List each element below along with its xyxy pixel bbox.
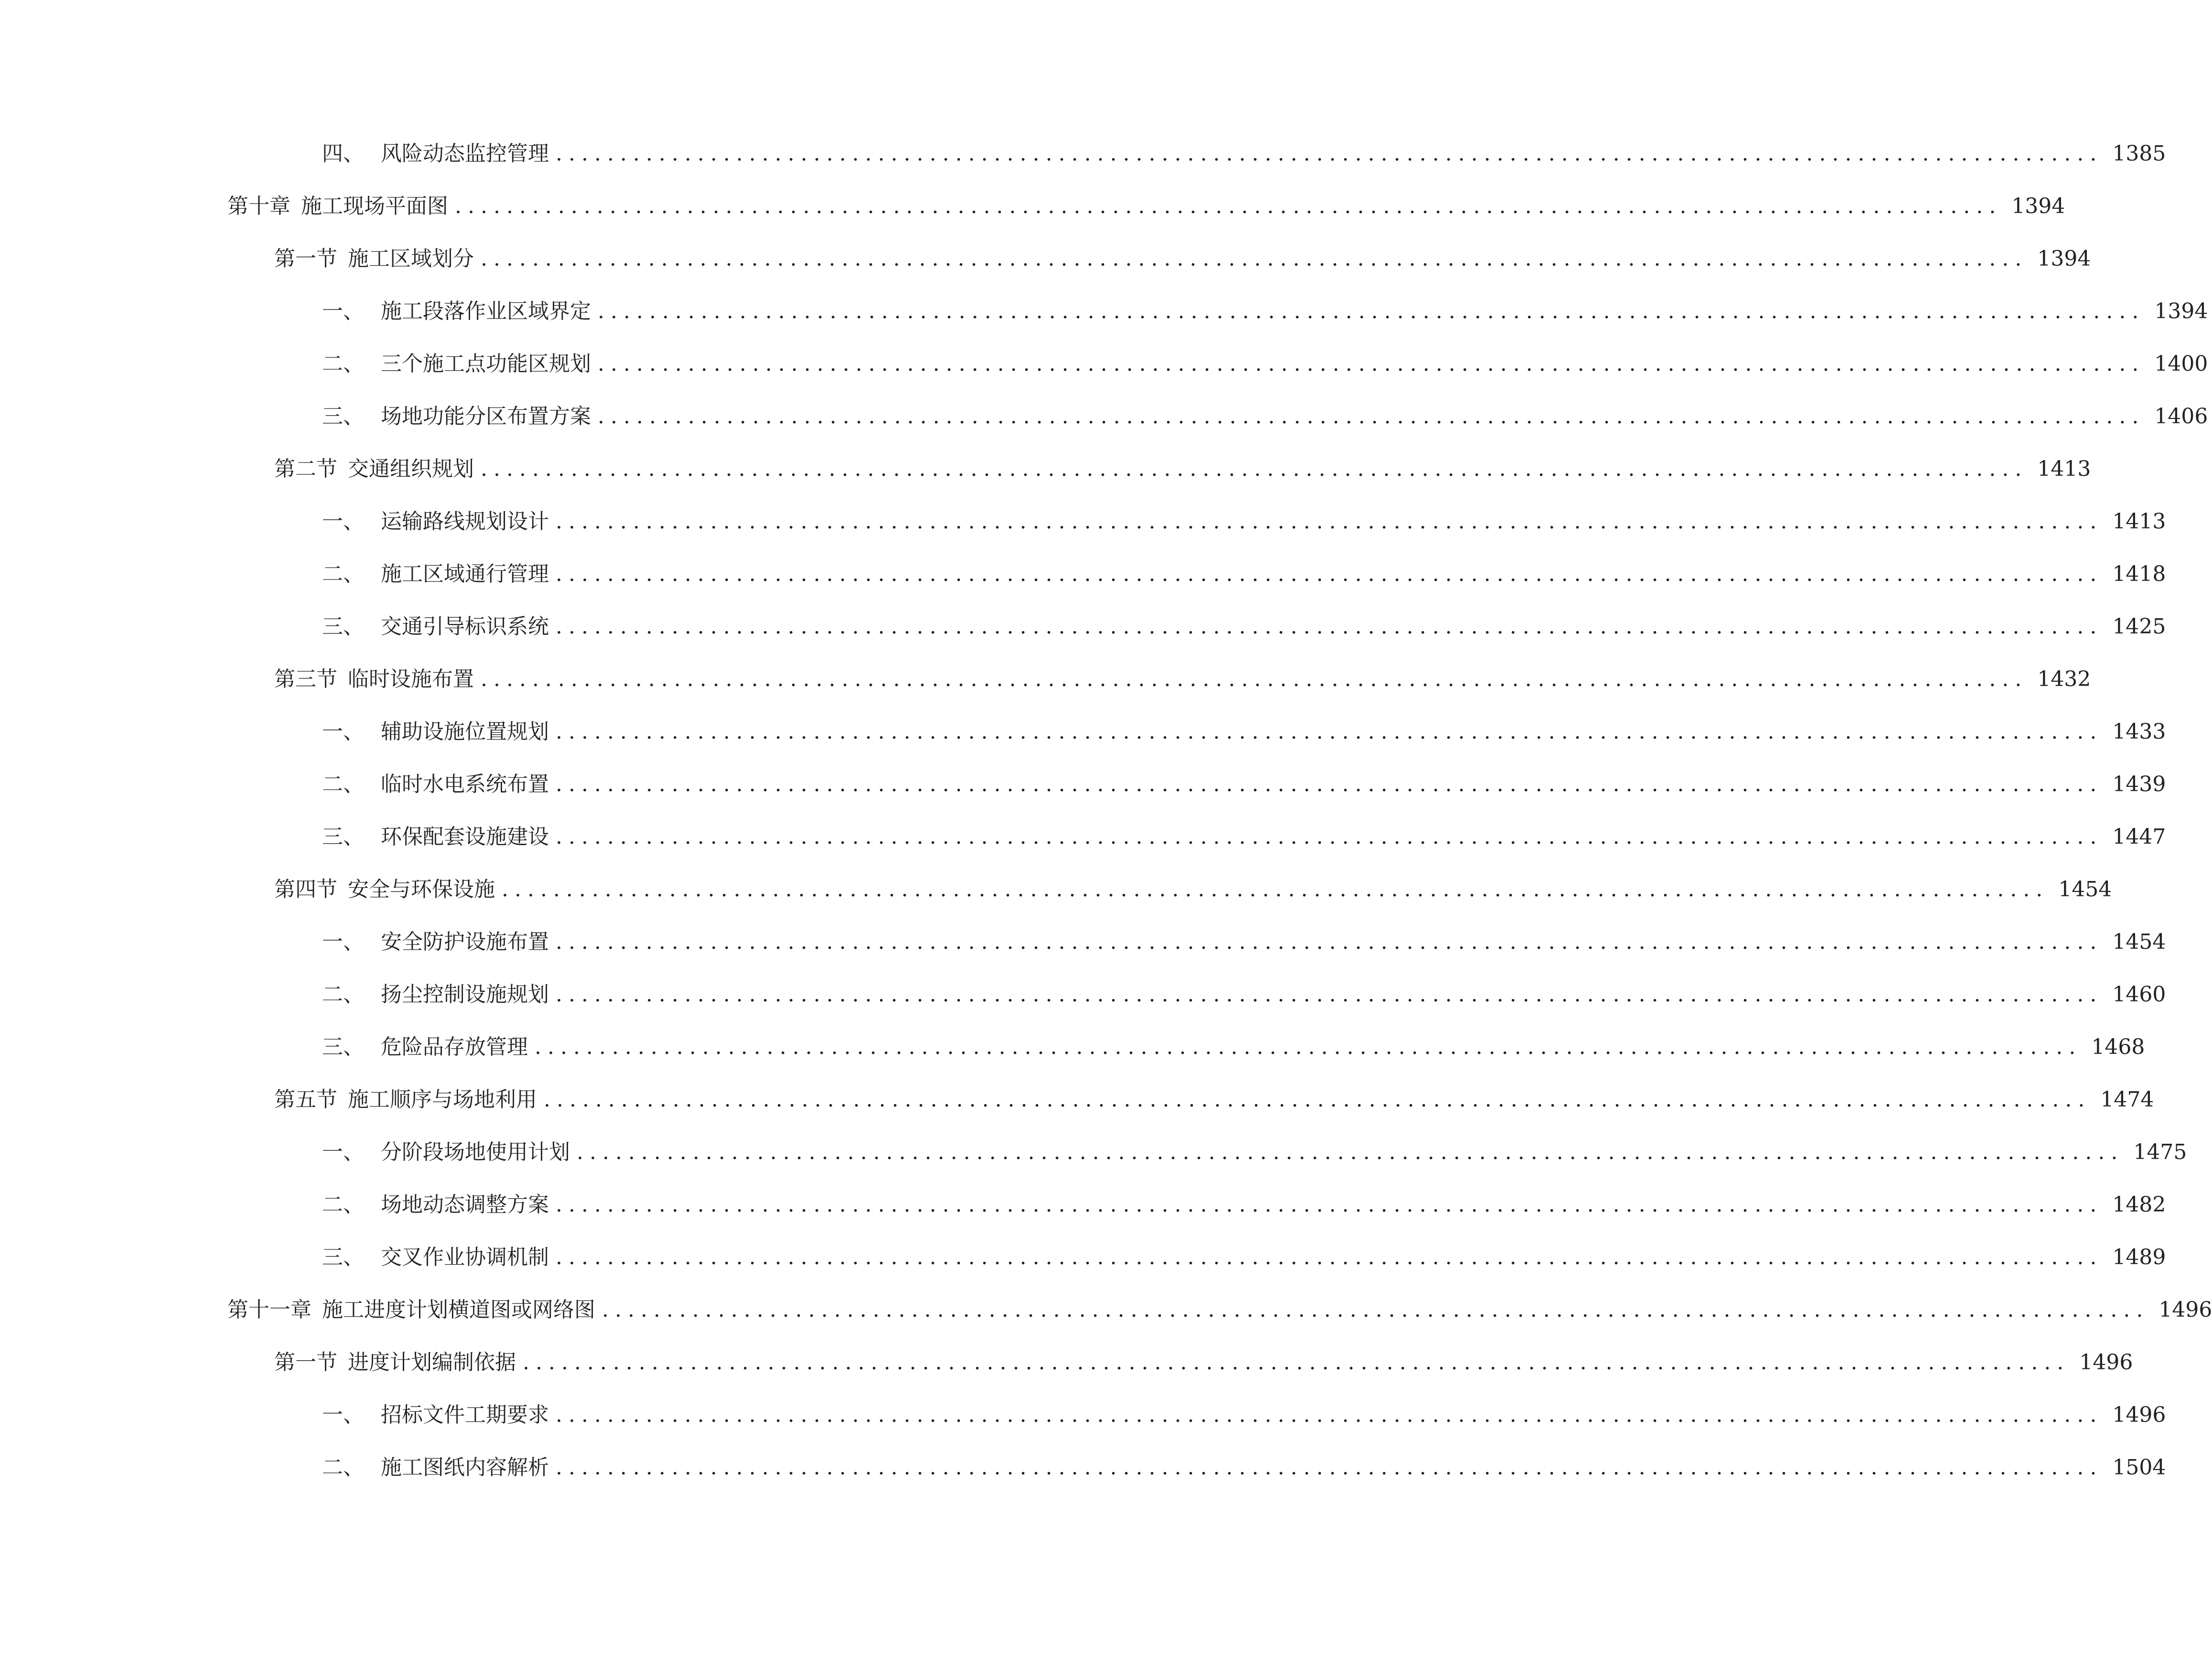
dot-leader: ........................................................................................................................: [598, 404, 2145, 429]
toc-entry-title: 运输路线规划设计: [381, 509, 549, 534]
dot-leader: ........................................................................................................................: [556, 562, 2103, 586]
dot-leader: ........................................................................................................................: [481, 247, 2028, 271]
toc-entry-title: 施工图纸内容解析: [381, 1455, 549, 1480]
toc-entry-text: [322, 1186, 549, 1224]
dot-leader: ........................................................................................................................: [556, 720, 2103, 744]
toc-entry[interactable]: [322, 765, 2166, 804]
toc-entry-page-number: 1454: [2058, 877, 2112, 902]
dot-leader: ........................................................................................................................: [502, 877, 2049, 902]
toc-entry-text: [322, 503, 549, 541]
toc-entry-text: [274, 240, 474, 278]
toc-entry[interactable]: [274, 1081, 2154, 1119]
toc-entry-title: 施工顺序与场地利用: [348, 1087, 537, 1112]
toc-entry-number: 三、: [322, 1245, 364, 1269]
toc-entry-number: 二、: [322, 982, 364, 1007]
toc-entry-number: 第一节: [274, 247, 337, 271]
toc-entry-page-number: 1475: [2133, 1140, 2187, 1164]
toc-entry-page-number: 1496: [2112, 1403, 2166, 1427]
toc-entry-title: 场地功能分区布置方案: [381, 404, 591, 429]
toc-entry-text: [322, 1133, 570, 1171]
dot-leader: ........................................................................................................................: [556, 1455, 2103, 1480]
toc-entry-page-number: 1504: [2112, 1455, 2166, 1480]
toc-entry-page-number: 1413: [2037, 457, 2091, 481]
toc-entry-number: 一、: [322, 720, 364, 744]
toc-entry-title: 临时水电系统布置: [381, 772, 549, 796]
dot-leader: ........................................................................................................................: [523, 1350, 2070, 1375]
dot-leader: ........................................................................................................................: [556, 930, 2103, 954]
toc-entry-title: 临时设施布置: [348, 667, 474, 691]
toc-entry-page-number: 1439: [2112, 772, 2166, 796]
toc-entry-text: [227, 187, 448, 226]
toc-entry-text: [322, 135, 549, 173]
toc-entry-title: 进度计划编制依据: [348, 1350, 516, 1375]
toc-entry-number: 二、: [322, 562, 364, 586]
toc-entry-number: 一、: [322, 1140, 364, 1164]
dot-leader: ........................................................................................................................: [481, 667, 2028, 691]
dot-leader: ........................................................................................................................: [556, 141, 2103, 166]
toc-entry-title: 交叉作业协调机制: [381, 1245, 549, 1269]
toc-entry[interactable]: [322, 713, 2166, 751]
toc-entry[interactable]: [322, 1238, 2166, 1277]
toc-entry-text: [322, 1238, 549, 1277]
dot-leader: ........................................................................................................................: [577, 1140, 2124, 1164]
dot-leader: ........................................................................................................................: [455, 194, 2002, 218]
toc-entry-number: 三、: [322, 404, 364, 429]
toc-entry-text: [322, 345, 591, 383]
toc-entry[interactable]: [274, 240, 2091, 278]
toc-entry-page-number: 1432: [2037, 667, 2091, 691]
toc-entry-page-number: 1400: [2154, 352, 2208, 376]
toc-entry-number: 二、: [322, 352, 364, 376]
toc-entry-number: 第四节: [274, 877, 337, 902]
toc-entry-page-number: 1454: [2112, 930, 2166, 954]
toc-entry-title: 风险动态监控管理: [381, 141, 549, 166]
toc-entry-text: [274, 1081, 537, 1119]
toc-entry[interactable]: [227, 187, 2065, 226]
toc-entry-number: 三、: [322, 614, 364, 639]
toc-entry-page-number: 1474: [2100, 1087, 2154, 1112]
toc-entry-text: [274, 660, 474, 698]
toc-entry-title: 施工段落作业区域界定: [381, 299, 591, 323]
toc-entry-text: [322, 976, 549, 1014]
toc-entry[interactable]: [227, 1291, 2212, 1329]
toc-entry-page-number: 1433: [2112, 720, 2166, 744]
toc-entry-number: 二、: [322, 1193, 364, 1217]
toc-entry-text: [322, 608, 549, 646]
toc-entry[interactable]: [322, 818, 2166, 856]
toc-entry-number: 四、: [322, 141, 364, 166]
toc-entry-text: [322, 818, 549, 856]
dot-leader: ........................................................................................................................: [556, 1403, 2103, 1427]
toc-entry-text: [322, 1449, 549, 1487]
toc-entry-title: 交通引导标识系统: [381, 614, 549, 639]
toc-entry[interactable]: [322, 1028, 2145, 1066]
toc-entry-page-number: 1418: [2112, 562, 2166, 586]
toc-entry-text: [322, 292, 591, 331]
toc-entry-title: 招标文件工期要求: [381, 1403, 549, 1427]
toc-entry-title: 施工区域划分: [348, 247, 474, 271]
toc-entry-number: 一、: [322, 299, 364, 323]
toc-entry[interactable]: [322, 555, 2166, 593]
toc-entry[interactable]: [274, 870, 2112, 909]
toc-entry-number: 一、: [322, 1403, 364, 1427]
toc-entry-title: 辅助设施位置规划: [381, 720, 549, 744]
toc-entry-number: 第三节: [274, 667, 337, 691]
toc-entry-page-number: 1496: [2158, 1298, 2212, 1322]
toc-entry-text: [322, 555, 549, 593]
toc-entry-page-number: 1489: [2112, 1245, 2166, 1269]
toc-entry-number: 第五节: [274, 1087, 337, 1112]
dot-leader: ........................................................................................................................: [556, 772, 2103, 796]
toc-entry-number: 三、: [322, 1035, 364, 1059]
toc-entry-page-number: 1394: [2011, 194, 2065, 218]
dot-leader: ........................................................................................................................: [556, 509, 2103, 534]
dot-leader: ........................................................................................................................: [556, 982, 2103, 1007]
toc-entry[interactable]: [322, 1449, 2166, 1487]
toc-entry-page-number: 1406: [2154, 404, 2208, 429]
toc-entry[interactable]: [274, 1343, 2133, 1382]
toc-entry-page-number: 1394: [2037, 247, 2091, 271]
toc-entry-title: 施工现场平面图: [301, 194, 448, 218]
toc-entry-number: 第十章: [227, 194, 290, 218]
toc-entry-text: [322, 398, 591, 436]
toc-entry-text: [227, 1291, 595, 1329]
toc-entry-page-number: 1460: [2112, 982, 2166, 1007]
toc-entry-text: [322, 713, 549, 751]
toc-entry[interactable]: [322, 1186, 2166, 1224]
dot-leader: ........................................................................................................................: [535, 1035, 2082, 1059]
toc-entry[interactable]: [322, 1133, 2187, 1171]
toc-entry-page-number: 1447: [2112, 825, 2166, 849]
toc-entry-number: 三、: [322, 825, 364, 849]
toc-entry-page-number: 1468: [2091, 1035, 2145, 1059]
toc-entry[interactable]: [322, 345, 2208, 383]
toc-entry[interactable]: [322, 608, 2166, 646]
toc-entry[interactable]: [322, 976, 2166, 1014]
dot-leader: ........................................................................................................................: [544, 1087, 2091, 1112]
toc-entry[interactable]: [322, 1396, 2166, 1434]
toc-entry-title: 扬尘控制设施规划: [381, 982, 549, 1007]
toc-entry-page-number: 1413: [2112, 509, 2166, 534]
dot-leader: ........................................................................................................................: [556, 1193, 2103, 1217]
toc-entry-text: [322, 765, 549, 804]
toc-entry-title: 三个施工点功能区规划: [381, 352, 591, 376]
toc-entry-title: 危险品存放管理: [381, 1035, 528, 1059]
dot-leader: ........................................................................................................................: [481, 457, 2028, 481]
toc-entry-number: 一、: [322, 509, 364, 534]
toc-entry-page-number: 1385: [2112, 141, 2166, 166]
toc-entry-page-number: 1425: [2112, 614, 2166, 639]
toc-entry[interactable]: [322, 503, 2166, 541]
dot-leader: ........................................................................................................................: [598, 299, 2145, 323]
toc-entry-text: [274, 870, 495, 909]
toc-entry-number: 二、: [322, 1455, 364, 1480]
toc-entry-title: 安全防护设施布置: [381, 930, 549, 954]
toc-entry-title: 施工进度计划横道图或网络图: [322, 1298, 595, 1322]
toc-entry-number: 二、: [322, 772, 364, 796]
dot-leader: ........................................................................................................................: [602, 1298, 2149, 1322]
toc-entry-text: [322, 1396, 549, 1434]
toc-entry-title: 环保配套设施建设: [381, 825, 549, 849]
toc-entry[interactable]: [322, 923, 2166, 961]
toc-entry[interactable]: [274, 660, 2091, 698]
toc-entry-number: 第十一章: [227, 1298, 311, 1322]
toc-entry[interactable]: [322, 398, 2208, 436]
toc-entry-title: 施工区域通行管理: [381, 562, 549, 586]
dot-leader: ........................................................................................................................: [556, 825, 2103, 849]
toc-entry-text: [322, 1028, 528, 1066]
toc-entry[interactable]: [322, 292, 2208, 331]
toc-entry-page-number: 1496: [2079, 1350, 2133, 1375]
dot-leader: ........................................................................................................................: [556, 1245, 2103, 1269]
toc-entry-text: [274, 1343, 516, 1382]
toc-entry-number: 一、: [322, 930, 364, 954]
toc-entry-text: [322, 923, 549, 961]
dot-leader: ........................................................................................................................: [598, 352, 2145, 376]
toc-entry-number: 第二节: [274, 457, 337, 481]
toc-entry-title: 安全与环保设施: [348, 877, 495, 902]
toc-entry[interactable]: [322, 135, 2166, 173]
toc-entry-title: 交通组织规划: [348, 457, 474, 481]
toc-entry-page-number: 1482: [2112, 1193, 2166, 1217]
dot-leader: ........................................................................................................................: [556, 614, 2103, 639]
toc-entry-page-number: 1394: [2154, 299, 2208, 323]
toc-entry-title: 场地动态调整方案: [381, 1193, 549, 1217]
toc-entry-title: 分阶段场地使用计划: [381, 1140, 570, 1164]
toc-entry-text: [274, 450, 474, 488]
toc-entry-number: 第一节: [274, 1350, 337, 1375]
toc-entry[interactable]: [274, 450, 2091, 488]
